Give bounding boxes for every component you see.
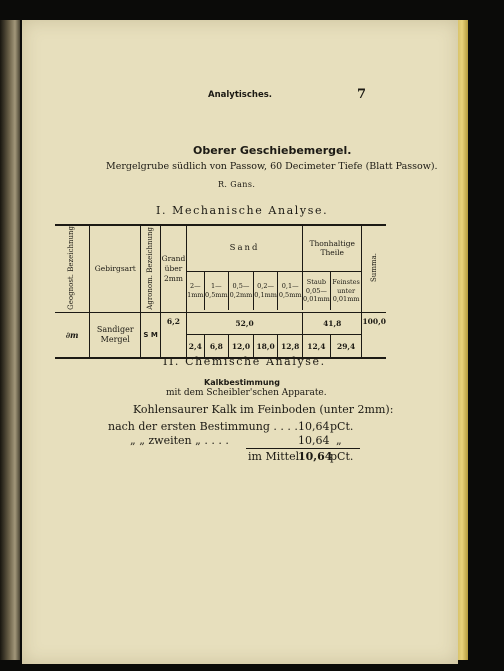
carbonate-intro: Kohlensaurer Kalk im Feinboden (unter 2mm): [133,403,394,416]
row-thon-total: 41,8 [303,312,362,334]
running-title: Analytisches. [208,90,272,100]
row-gebirgsart: Sandiger Mergel [90,312,141,358]
mechanical-analysis-title: I. Mechanische Analyse. [156,204,329,217]
second-determination-label: „ „ zweiten „ . . . . [130,434,229,447]
location-line: Mergelgrube südlich von Passow, 60 Decimeter Tiefe (Blatt Passow). [106,161,438,172]
mean-value: 10,64 [298,450,333,463]
kalkbestimmung-subtitle: Kalkbestimmung [204,378,280,387]
header-sand-range-2: 1— 0,5mm [204,271,229,309]
header-sand-range-1: 2— 1mm [187,271,204,309]
row-sand-1: 2,4 [187,334,204,358]
author-line: R. Gans. [218,180,256,189]
chemical-analysis-title: II. Chemische Analyse. [163,355,326,368]
header-sand-range-3: 0,5— 0,2mm [229,271,254,309]
first-determination-unit: pCt. [330,420,354,433]
page-number: 7 [357,87,367,102]
first-determination-label: nach der ersten Bestimmung . . . . [108,420,298,433]
mean-unit: pCt. [330,450,354,463]
second-determination-unit: „ [336,434,342,447]
row-feinstes: 29,4 [330,334,362,358]
header-summa: Summa. [362,225,386,312]
row-agronom: S M [141,312,160,358]
header-gebirgsart: Gebirgsart [90,225,141,312]
mechanical-analysis-table [55,224,386,359]
section-heading: Oberer Geschiebemergel. [193,144,352,157]
header-thonhaltige: Thonhaltige Theile [303,225,362,271]
mean-label: im Mittel [248,450,300,463]
gilt-page-edge [458,20,468,660]
apparatus-line: mit dem Scheibler'schen Apparate. [166,388,327,398]
row-grand: 6,2 [160,312,186,334]
header-feinstes: Feinstes unter 0,01mm [330,271,362,309]
row-sand-2: 6,8 [204,334,229,358]
sum-rule [246,448,360,449]
row-sand-3: 12,0 [229,334,254,358]
row-summa: 100,0 [362,316,386,326]
header-sand-range-5: 0,1— 0,5mm [278,271,303,309]
header-geognost: Geognost. Bezeichnung [55,225,90,312]
row-geognost: ∂m [55,312,90,358]
first-determination-value: 10,64 [298,420,330,433]
second-determination-value: 10,64 [298,434,330,447]
header-staub: Staub 0,05— 0,01mm [303,271,331,309]
header-agronom: Agronom. Bezeichnung [141,225,160,312]
header-grand: Grand über 2mm [160,225,186,312]
header-sand: Sand [187,225,303,271]
row-sand-4: 18,0 [253,334,278,358]
row-staub: 12,4 [303,334,331,358]
left-page-edge [0,20,20,660]
header-sand-range-4: 0,2— 0,1mm [253,271,278,309]
row-sand-5: 12,8 [278,334,303,358]
row-sand-total: 52,0 [187,312,303,334]
